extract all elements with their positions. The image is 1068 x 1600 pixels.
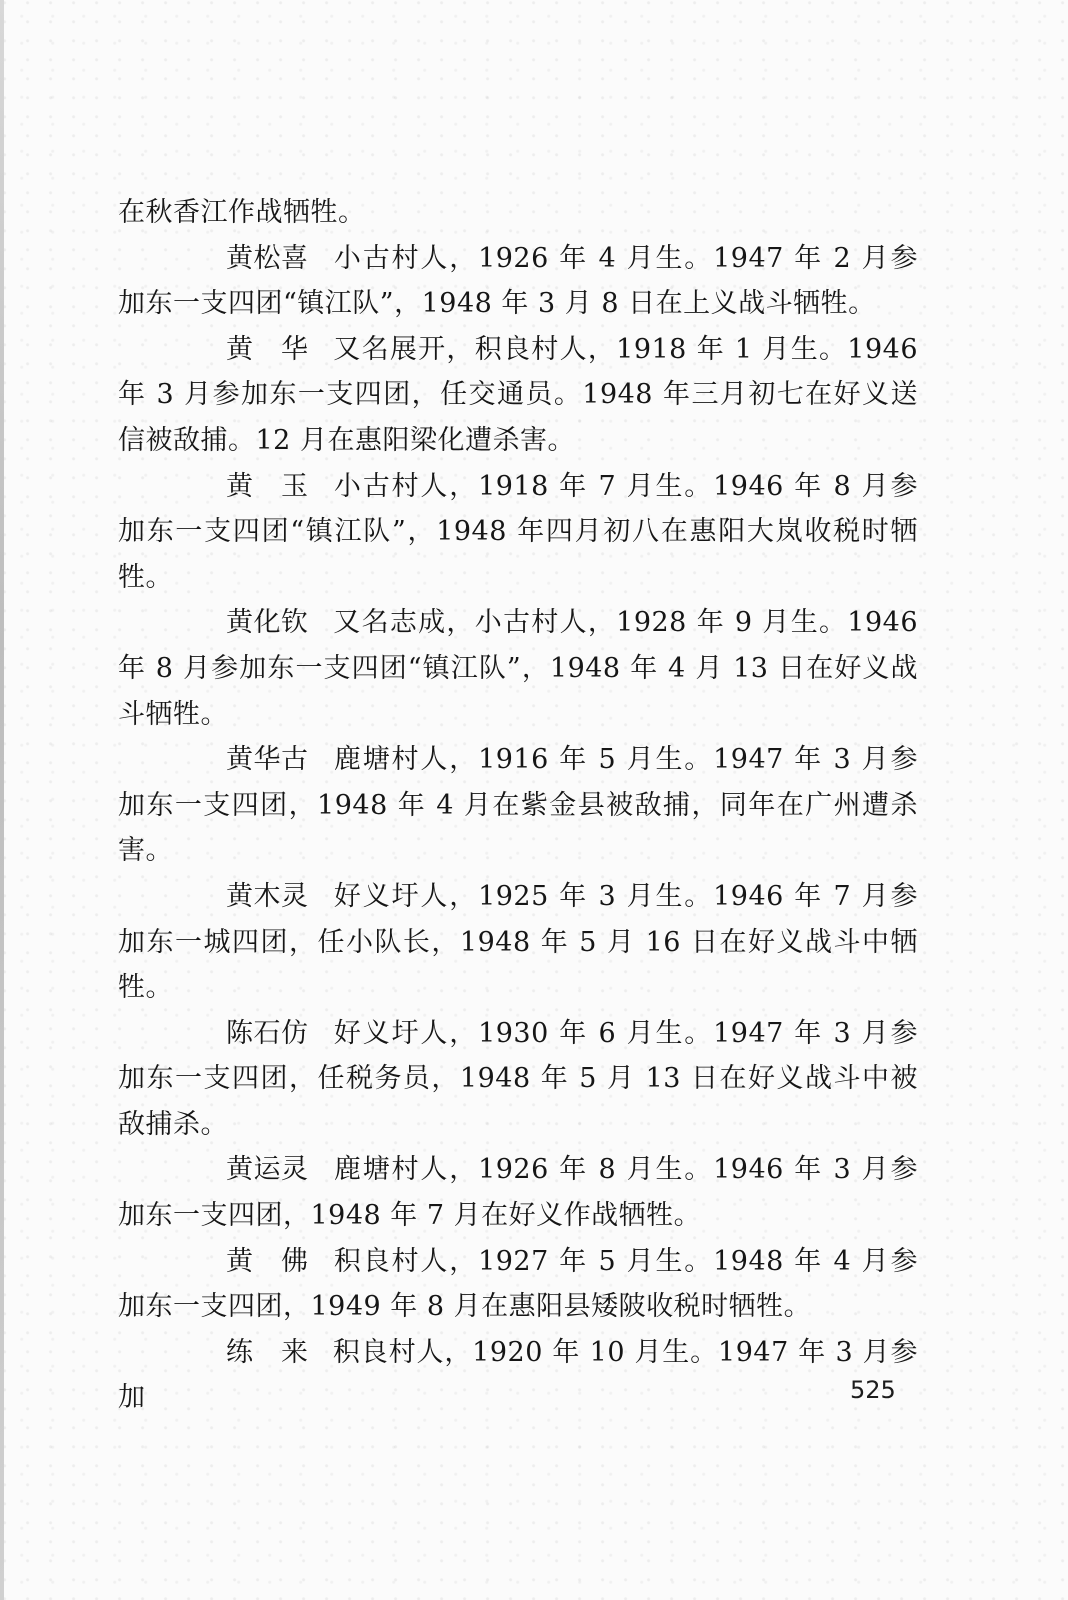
person-name: 练 来 [226,1336,309,1368]
entry-text: 积良村人，1927 年 5 月生。1948 年 4 月参加东一支四团，1949 年 8 月在惠阳县矮陂收税时牺牲。 [118,1245,918,1323]
entry-paragraph [118,1011,918,1148]
entry-text: 又名志成，小古村人，1928 年 9 月生。1946 年 8 月参加东一支四团“镇江队”，1948 年 4 月 13 日在好义战斗牺牲。 [118,607,918,730]
entry-text: 好义圩人，1930 年 6 月生。1947 年 3 月参加东一支四团，任税务员，1948 年 5 月 13 日在好义战斗中被敌捕杀。 [118,1017,918,1140]
entry-paragraph [118,1147,918,1238]
person-name: 黄 佛 [226,1245,309,1277]
person-name: 黄松喜 [226,242,309,274]
person-name: 黄华古 [226,744,309,776]
body-text [118,190,918,1421]
entry-text: 又名展开，积良村人，1918 年 1 月生。1946 年 3 月参加东一支四团，任交通员。1948 年三月初七在好义送信被敌捕。12 月在惠阳梁化遭杀害。 [118,333,918,456]
entry-text: 积良村人，1920 年 10 月生。1947 年 3 月参加 [118,1336,918,1414]
page-number: 525 [850,1376,896,1404]
entry-paragraph [118,737,918,874]
entry-paragraph [118,327,918,464]
entry-paragraph [118,874,918,1011]
entry-paragraph [118,464,918,601]
person-name: 黄化钦 [226,607,309,639]
person-name: 黄 华 [226,333,309,365]
page-edge-shadow [0,0,4,1600]
entry-text: 小古村人，1918 年 7 月生。1946 年 8 月参加东一支四团“镇江队”，1948 年四月初八在惠阳大岚收税时牺牲。 [118,470,918,593]
person-name: 黄运灵 [226,1154,309,1186]
opening-line: 在秋香江作战牺牲。 [118,197,366,228]
entry-paragraph [118,1239,918,1330]
person-name: 黄木灵 [226,880,309,912]
entry-text: 鹿塘村人，1916 年 5 月生。1947 年 3 月参加东一支四团，1948 年 4 月在紫金县被敌捕，同年在广州遭杀害。 [118,744,918,867]
entry-paragraph [118,236,918,327]
entry-text: 鹿塘村人，1926 年 8 月生。1946 年 3 月参加东一支四团，1948 年 7 月在好义作战牺牲。 [118,1154,918,1232]
entry-paragraph [118,600,918,737]
entry-text: 小古村人，1926 年 4 月生。1947 年 2 月参加东一支四团“镇江队”，1948 年 3 月 8 日在上义战斗牺牲。 [118,242,918,320]
person-name: 陈石仿 [226,1017,309,1049]
person-name: 黄 玉 [226,470,309,502]
entry-paragraph [118,1330,918,1421]
entry-text: 好义圩人，1925 年 3 月生。1946 年 7 月参加东一城四团，任小队长，1948 年 5 月 16 日在好义战斗中牺牲。 [118,880,918,1004]
